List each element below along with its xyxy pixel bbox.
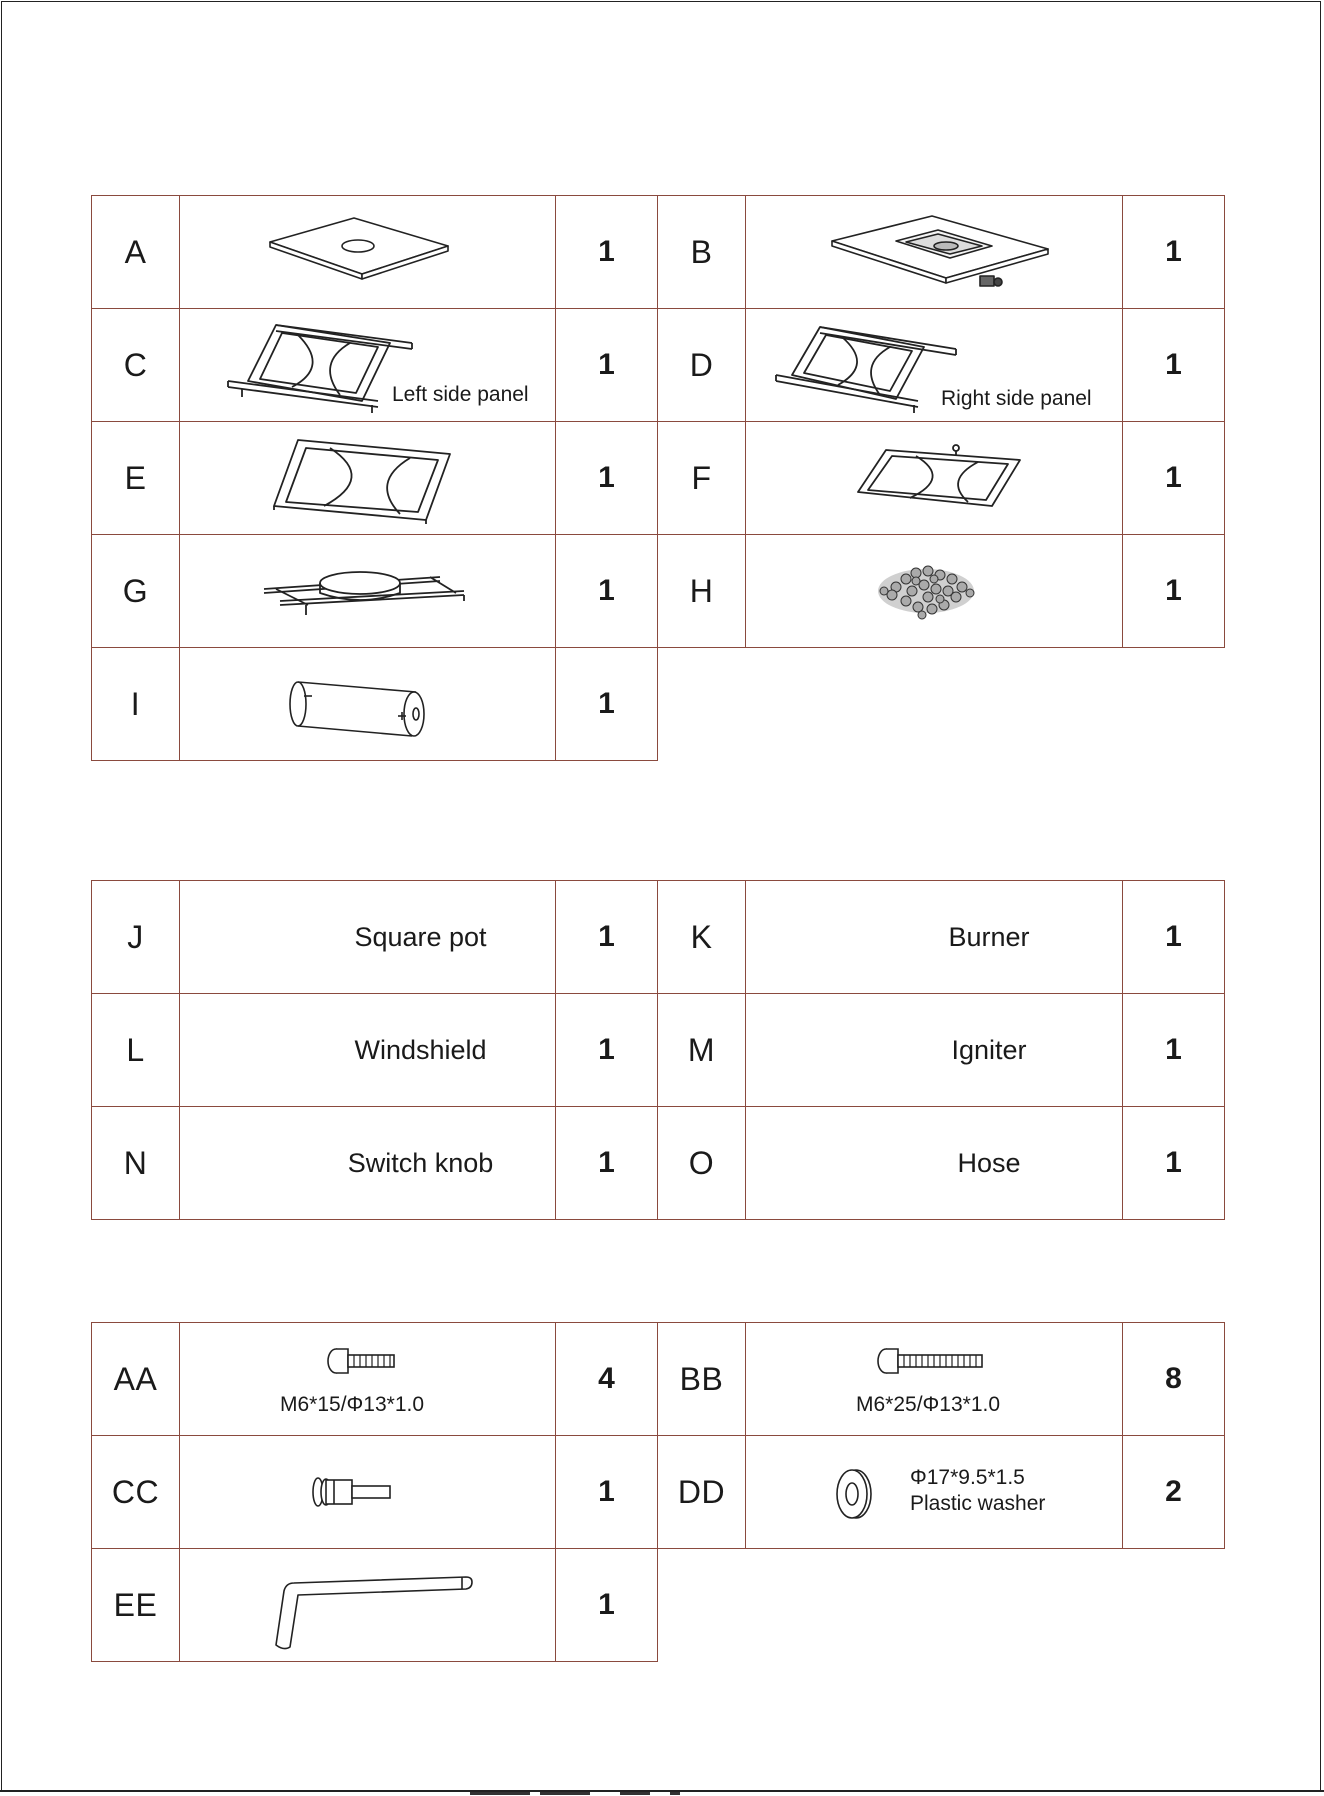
parts-table-hardware <box>91 1322 1225 1662</box>
part-quantity: 1 <box>556 648 658 761</box>
part-name: Burner <box>746 881 1123 994</box>
washer-spec: Φ17*9.5*1.5 <box>910 1466 1025 1489</box>
front-panel-icon <box>180 422 556 534</box>
table-row <box>92 196 1225 309</box>
part-quantity: 1 <box>1123 881 1225 994</box>
part-letter: E <box>92 422 180 535</box>
table-row <box>92 1107 1225 1220</box>
part-picture <box>746 422 1123 535</box>
table-row <box>92 994 1225 1107</box>
part-letter: L <box>92 994 180 1107</box>
table-row <box>92 422 1225 535</box>
flat-top-panel-icon <box>180 196 556 308</box>
part-letter: D <box>658 309 746 422</box>
part-quantity: 1 <box>1123 994 1225 1107</box>
part-quantity: 8 <box>1123 1323 1225 1436</box>
part-letter: CC <box>92 1436 180 1549</box>
lava-rocks-icon <box>746 535 1123 647</box>
part-letter: A <box>92 196 180 309</box>
part-letter: O <box>658 1107 746 1220</box>
battery-icon <box>180 648 556 760</box>
part-quantity: 1 <box>1123 309 1225 422</box>
part-picture <box>746 196 1123 309</box>
burner-support-icon <box>180 535 556 647</box>
part-quantity: 4 <box>556 1323 658 1436</box>
part-quantity: 1 <box>556 309 658 422</box>
part-picture <box>180 1436 556 1549</box>
part-name: Igniter <box>746 994 1123 1107</box>
long-bolt-icon <box>746 1323 1123 1435</box>
part-quantity: 1 <box>1123 196 1225 309</box>
part-quantity: 1 <box>556 1436 658 1549</box>
part-quantity: 1 <box>556 1107 658 1220</box>
part-picture <box>180 1549 556 1662</box>
part-quantity: 1 <box>556 881 658 994</box>
part-quantity: 1 <box>556 422 658 535</box>
part-picture <box>180 309 556 422</box>
panel-caption: Right side panel <box>941 387 1092 410</box>
part-picture <box>746 1436 1123 1549</box>
part-letter: K <box>658 881 746 994</box>
table-row <box>92 1323 1225 1436</box>
bolt-spec: M6*15/Φ13*1.0 <box>280 1393 425 1416</box>
bolt-spec: M6*25/Φ13*1.0 <box>856 1393 1001 1416</box>
part-picture <box>180 422 556 535</box>
part-letter: I <box>92 648 180 761</box>
part-picture <box>180 648 556 761</box>
part-picture <box>180 196 556 309</box>
table-row <box>92 648 1225 761</box>
part-picture <box>180 1323 556 1436</box>
part-name: Hose <box>746 1107 1123 1220</box>
part-letter: J <box>92 881 180 994</box>
washer-name: Plastic washer <box>910 1492 1046 1515</box>
table-row <box>92 1436 1225 1549</box>
part-quantity: 1 <box>1123 1107 1225 1220</box>
bottom-marks <box>470 1792 710 1796</box>
part-letter: EE <box>92 1549 180 1662</box>
parts-table-hardware-panels <box>91 195 1225 761</box>
part-quantity: 1 <box>556 196 658 309</box>
part-picture <box>746 1323 1123 1436</box>
table-row <box>92 309 1225 422</box>
allen-key-icon <box>180 1549 556 1661</box>
part-picture <box>746 535 1123 648</box>
part-letter: AA <box>92 1323 180 1436</box>
part-letter: N <box>92 1107 180 1220</box>
short-bolt-icon <box>180 1323 556 1435</box>
part-letter: G <box>92 535 180 648</box>
table-row <box>92 1549 1225 1662</box>
part-letter: DD <box>658 1436 746 1549</box>
part-picture <box>180 535 556 648</box>
part-letter: H <box>658 535 746 648</box>
part-quantity: 1 <box>556 535 658 648</box>
part-name: Switch knob <box>180 1107 556 1220</box>
table-row <box>92 881 1225 994</box>
panel-caption: Left side panel <box>392 383 529 406</box>
part-quantity: 2 <box>1123 1436 1225 1549</box>
part-letter: BB <box>658 1323 746 1436</box>
part-quantity: 1 <box>1123 422 1225 535</box>
part-letter: F <box>658 422 746 535</box>
part-quantity: 1 <box>556 994 658 1107</box>
part-quantity: 1 <box>1123 535 1225 648</box>
part-letter: B <box>658 196 746 309</box>
part-name: Square pot <box>180 881 556 994</box>
back-panel-icon <box>746 422 1123 534</box>
part-name: Windshield <box>180 994 556 1107</box>
part-picture <box>746 309 1123 422</box>
part-letter: C <box>92 309 180 422</box>
table-row <box>92 535 1225 648</box>
shoulder-bolt-icon <box>180 1436 556 1548</box>
frame-top-with-pot-icon <box>746 196 1123 308</box>
part-letter: M <box>658 994 746 1107</box>
part-quantity: 1 <box>556 1549 658 1662</box>
parts-table-components <box>91 880 1225 1220</box>
